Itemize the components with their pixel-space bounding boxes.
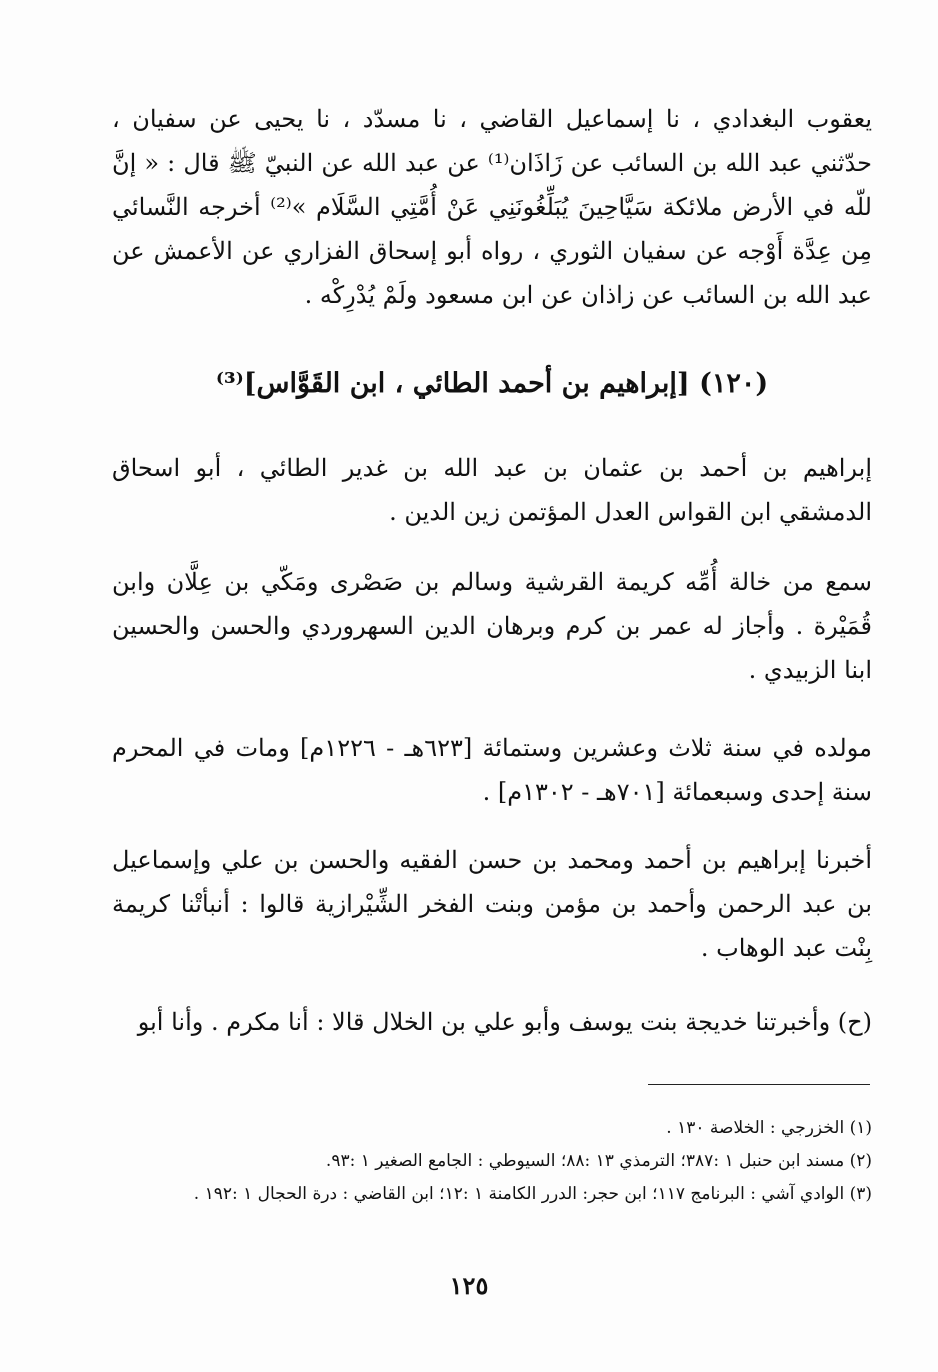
page-number: ١٢٥ xyxy=(449,1271,489,1300)
footnote-item: (٢) مسند ابن حنبل ١ :٣٨٧؛ الترمذي ١٣ :٨٨؛ السيوطي : الجامع الصغير ١ :٩٣. xyxy=(325,1151,872,1171)
footnote-item: (٣) الوادي آشي : البرنامج ١١٧؛ ابن حجر: الدرر الكامنة ١ :١٢؛ ابن القاضي : درة الحجال ١ :١٩٢ . xyxy=(193,1184,872,1204)
body-paragraph-isnad: أخبرنا إبراهيم بن أحمد ومحمد بن حسن الفقيه والحسن بن علي وإسماعيل بن عبد الرحمن وأحمد بن مؤمن وبنت الفخر الشِّيْرازية قالوا : أنبأتْنا كريمة بِنْت عبد الوهاب . xyxy=(112,846,872,962)
entry-heading: (١٢٠) [إبراهيم بن أحمد الطائي ، ابن القَوَّاس]⁽³⁾ xyxy=(215,368,769,399)
footnotes-list xyxy=(112,1112,872,1211)
body-paragraph-continuation: (ح) وأخبرتنا خديجة بنت يوسف وأبو علي بن الخلال قالا : أنا مكرم . وأنا أبو xyxy=(137,1008,872,1036)
footnote-item: (١) الخزرجي : الخلاصة ١٣٠ . xyxy=(666,1118,872,1138)
body-paragraph-name: إبراهيم بن أحمد بن عثمان بن عبد الله بن غدير الطائي ، أبو اسحاق الدمشقي ابن القواس العدل المؤتمن زين الدين . xyxy=(112,454,872,526)
body-paragraph-teachers: سمع من خالة أُمِّه كريمة القرشية وسالم بن صَصْرى ومَكّي بن عِلَّان وابن قُمَيْرة . وأجاز له عمر بن كرم وبرهان الدين السهروردي والحسن والحسين ابنا الزبيدي . xyxy=(112,568,872,684)
body-paragraph-hadith: يعقوب البغدادي ، نا إسماعيل القاضي ، نا مسدّد ، نا يحيى عن سفيان ، حدّثني عبد الله بن السائب عن زَاذَان⁽¹⁾ عن عبد الله عن النبيّ ﷺ قال : « إنَّ للّه في الأرض ملائكة سَيَّاحِينَ يُبَلِّغُونَنِي عَنْ أُمَّتِي السَّلَام »⁽²⁾ أخرجه النَّسائي مِن عِدَّة أَوْجه عن سفيان الثوري ، رواه أبو إسحاق الفزاري عن الأعمش عن عبد الله بن السائب عن زاذان عن ابن مسعود ولَمْ يُدْرِكْه . xyxy=(112,105,872,309)
footnote-separator xyxy=(648,1084,870,1085)
body-paragraph-birth-death: مولده في سنة ثلاث وعشرين وستمائة [٦٢٣هـ - ١٢٢٦م] ومات في المحرم سنة إحدى وسبعمائة [٧٠١هـ - ١٣٠٢م] . xyxy=(112,734,873,806)
